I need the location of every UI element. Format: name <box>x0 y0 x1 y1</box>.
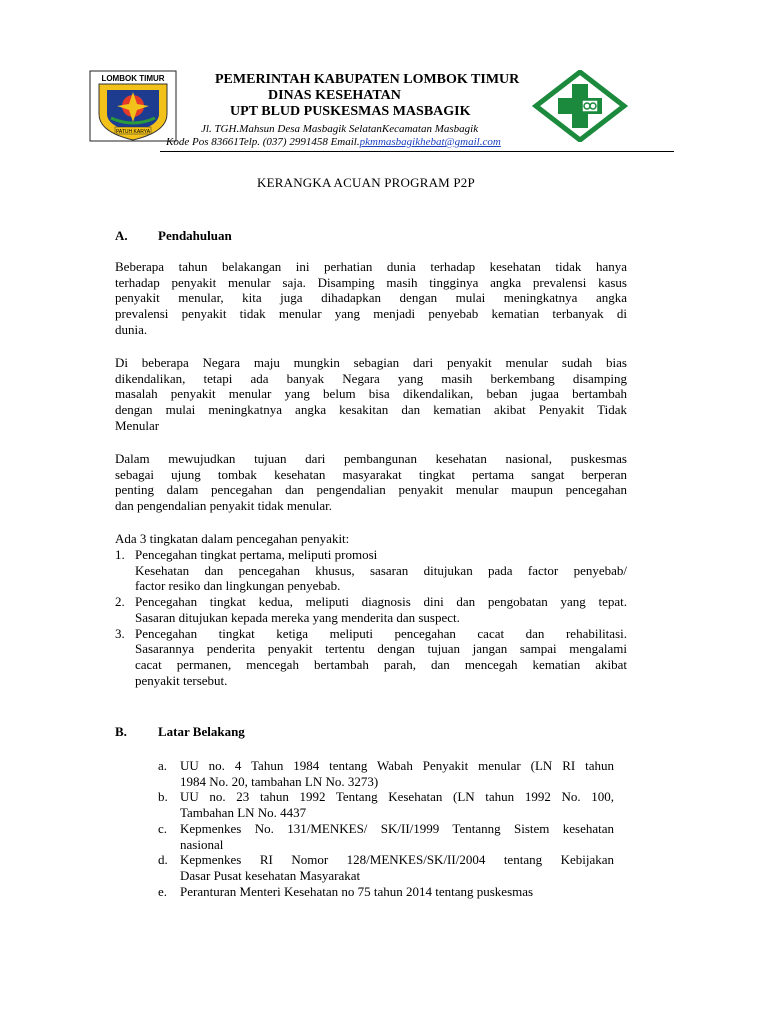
list-line: UU no. 4 Tahun 1984 tentang Wabah Penyakit menular (LN RI tahun <box>180 758 614 773</box>
list-line: Kepmenkes RI Nomor 128/MENKES/SK/II/2004 tentang Kebijakan <box>180 852 614 868</box>
list-line: Pencegahan tingkat ketiga meliputi pencegahan cacat dan rehabilitasi. <box>135 625 627 641</box>
legal-basis-list <box>158 758 614 899</box>
paragraph-line: masalah penyakit menular yang belum bisa dikendalikan, beban jugaa bertambah <box>115 386 627 402</box>
paragraph-line: dunia. <box>115 321 148 337</box>
list-number: 3. <box>115 625 125 641</box>
email-link[interactable]: pkmmasbagikhebat@gmail.com <box>359 136 501 148</box>
paragraph-line: dikendalikan, tetapi ada banyak Negara yang masih berkembang disamping <box>115 370 627 386</box>
list-line: Tambahan LN No. 4437 <box>180 805 307 821</box>
section-a-title: Pendahuluan <box>158 228 232 243</box>
list-line: Pencegahan tingkat kedua, meliputi diagnosis dini dan pengobatan yang tepat. <box>135 594 627 610</box>
list-item <box>158 758 614 789</box>
list-letter: a. <box>158 758 168 773</box>
list-line: Pencegahan tingkat pertama, meliputi promosi <box>135 547 378 562</box>
list-item <box>158 884 614 900</box>
document-title: KERANGKA ACUAN PROGRAM P2P <box>257 175 475 190</box>
list-line: factor resiko dan lingkungan penyebab. <box>135 578 341 594</box>
header-puskesmas: UPT BLUD PUSKESMAS MASBAGIK <box>230 104 471 119</box>
header-divider <box>160 151 674 152</box>
list-letter: d. <box>158 852 168 868</box>
paragraph-line: dan pengendalian penyakit tidak menular. <box>115 498 332 514</box>
lombok-timur-emblem <box>89 70 177 142</box>
levels-intro <box>115 531 627 547</box>
list-line: nasional <box>180 836 224 852</box>
list-line: 1984 No. 20, tambahan LN No. 3273) <box>180 773 379 789</box>
emblem-motto: PATUH KARYA <box>115 129 151 135</box>
prevention-levels-list <box>115 547 627 688</box>
paragraph-line: terhadap penyakit menular saja. Disamping masih tingginya angka prevalensi kasus <box>115 274 627 290</box>
list-number: 2. <box>115 594 125 610</box>
section-a-paragraph-2 <box>115 355 627 434</box>
header-contact-text: Kode Pos 83661Telp. (037) 2991458 Email. <box>166 136 360 148</box>
paragraph-line: dengan mulai meningkatnya angka kesakitan dan kematian akibat Penyakit Tidak <box>115 402 627 418</box>
paragraph-line: Menular <box>115 417 160 433</box>
list-letter: b. <box>158 789 168 805</box>
list-line: Sasarannya penderita penyakit tertentu dengan tujuan jangan sampai mengalami <box>135 641 627 657</box>
paragraph-line: penyakit menular, kita juga dihadapkan dengan mulai meningkatnya angka <box>115 290 627 306</box>
list-line: Peranturan Menteri Kesehatan no 75 tahun 2014 tentang puskesmas <box>180 883 534 899</box>
paragraph-line: Beberapa tahun belakangan ini perhatian dunia terhadap kesehatan tidak hanya <box>115 259 627 274</box>
paragraph-line: Di beberapa Negara maju mungkin sebagian dari penyakit menular sudah bias <box>115 355 627 370</box>
paragraph-line: penting dalam pencegahan dan pengendalian penyakit menular maupun pencegahan <box>115 482 627 498</box>
header-government: PEMERINTAH KABUPATEN LOMBOK TIMUR <box>215 72 520 87</box>
section-b-title: Latar Belakang <box>158 724 245 739</box>
header-department: DINAS KESEHATAN <box>268 88 401 103</box>
puskesmas-logo <box>532 70 628 142</box>
list-line: Sasaran ditujukan kepada mereka yang menderita dan suspect. <box>135 609 460 625</box>
list-item <box>158 821 614 852</box>
header-address: Jl. TGH.Mahsun Desa Masbagik SelatanKecamatan Masbagik <box>201 123 479 135</box>
list-item <box>158 789 614 820</box>
paragraph-line: sebagai ujung tombak kesehatan masyarakat tingkat pertama sangat berperan <box>115 466 627 482</box>
section-b-letter: B. <box>115 724 127 739</box>
paragraph-line: prevalensi penyakit tidak menular yang menjadi penyebab kematian terbanyak di <box>115 306 627 322</box>
section-a-paragraph-1 <box>115 259 627 338</box>
list-item <box>115 547 627 594</box>
section-a-letter: A. <box>115 228 128 243</box>
header-contact <box>166 136 501 149</box>
list-line: Dasar Pusat kesehatan Masyarakat <box>180 867 361 883</box>
list-line: cacat permanen, mencegah bertambah parah, dan mencegah kematian akibat <box>135 656 627 672</box>
list-line: Kesehatan dan pencegahan khusus, sasaran ditujukan pada factor penyebab/ <box>135 562 627 578</box>
list-line: Kepmenkes No. 131/MENKES/ SK/II/1999 Tentanng Sistem kesehatan <box>180 820 614 836</box>
section-a-paragraph-3 <box>115 451 627 514</box>
list-letter: e. <box>158 883 168 899</box>
paragraph-line: Dalam mewujudkan tujuan dari pembangunan kesehatan nasional, puskesmas <box>115 451 627 466</box>
list-item <box>115 626 627 689</box>
list-line: UU no. 23 tahun 1992 Tentang Kesehatan (LN tahun 1992 No. 100, <box>180 789 614 805</box>
paragraph-line: Ada 3 tingkatan dalam pencegahan penyakit: <box>115 531 350 546</box>
list-number: 1. <box>115 547 125 562</box>
list-item <box>115 594 627 625</box>
list-line: penyakit tersebut. <box>135 672 228 688</box>
list-item <box>158 852 614 883</box>
emblem-label: LOMBOK TIMUR <box>101 74 165 83</box>
list-letter: c. <box>158 820 168 836</box>
